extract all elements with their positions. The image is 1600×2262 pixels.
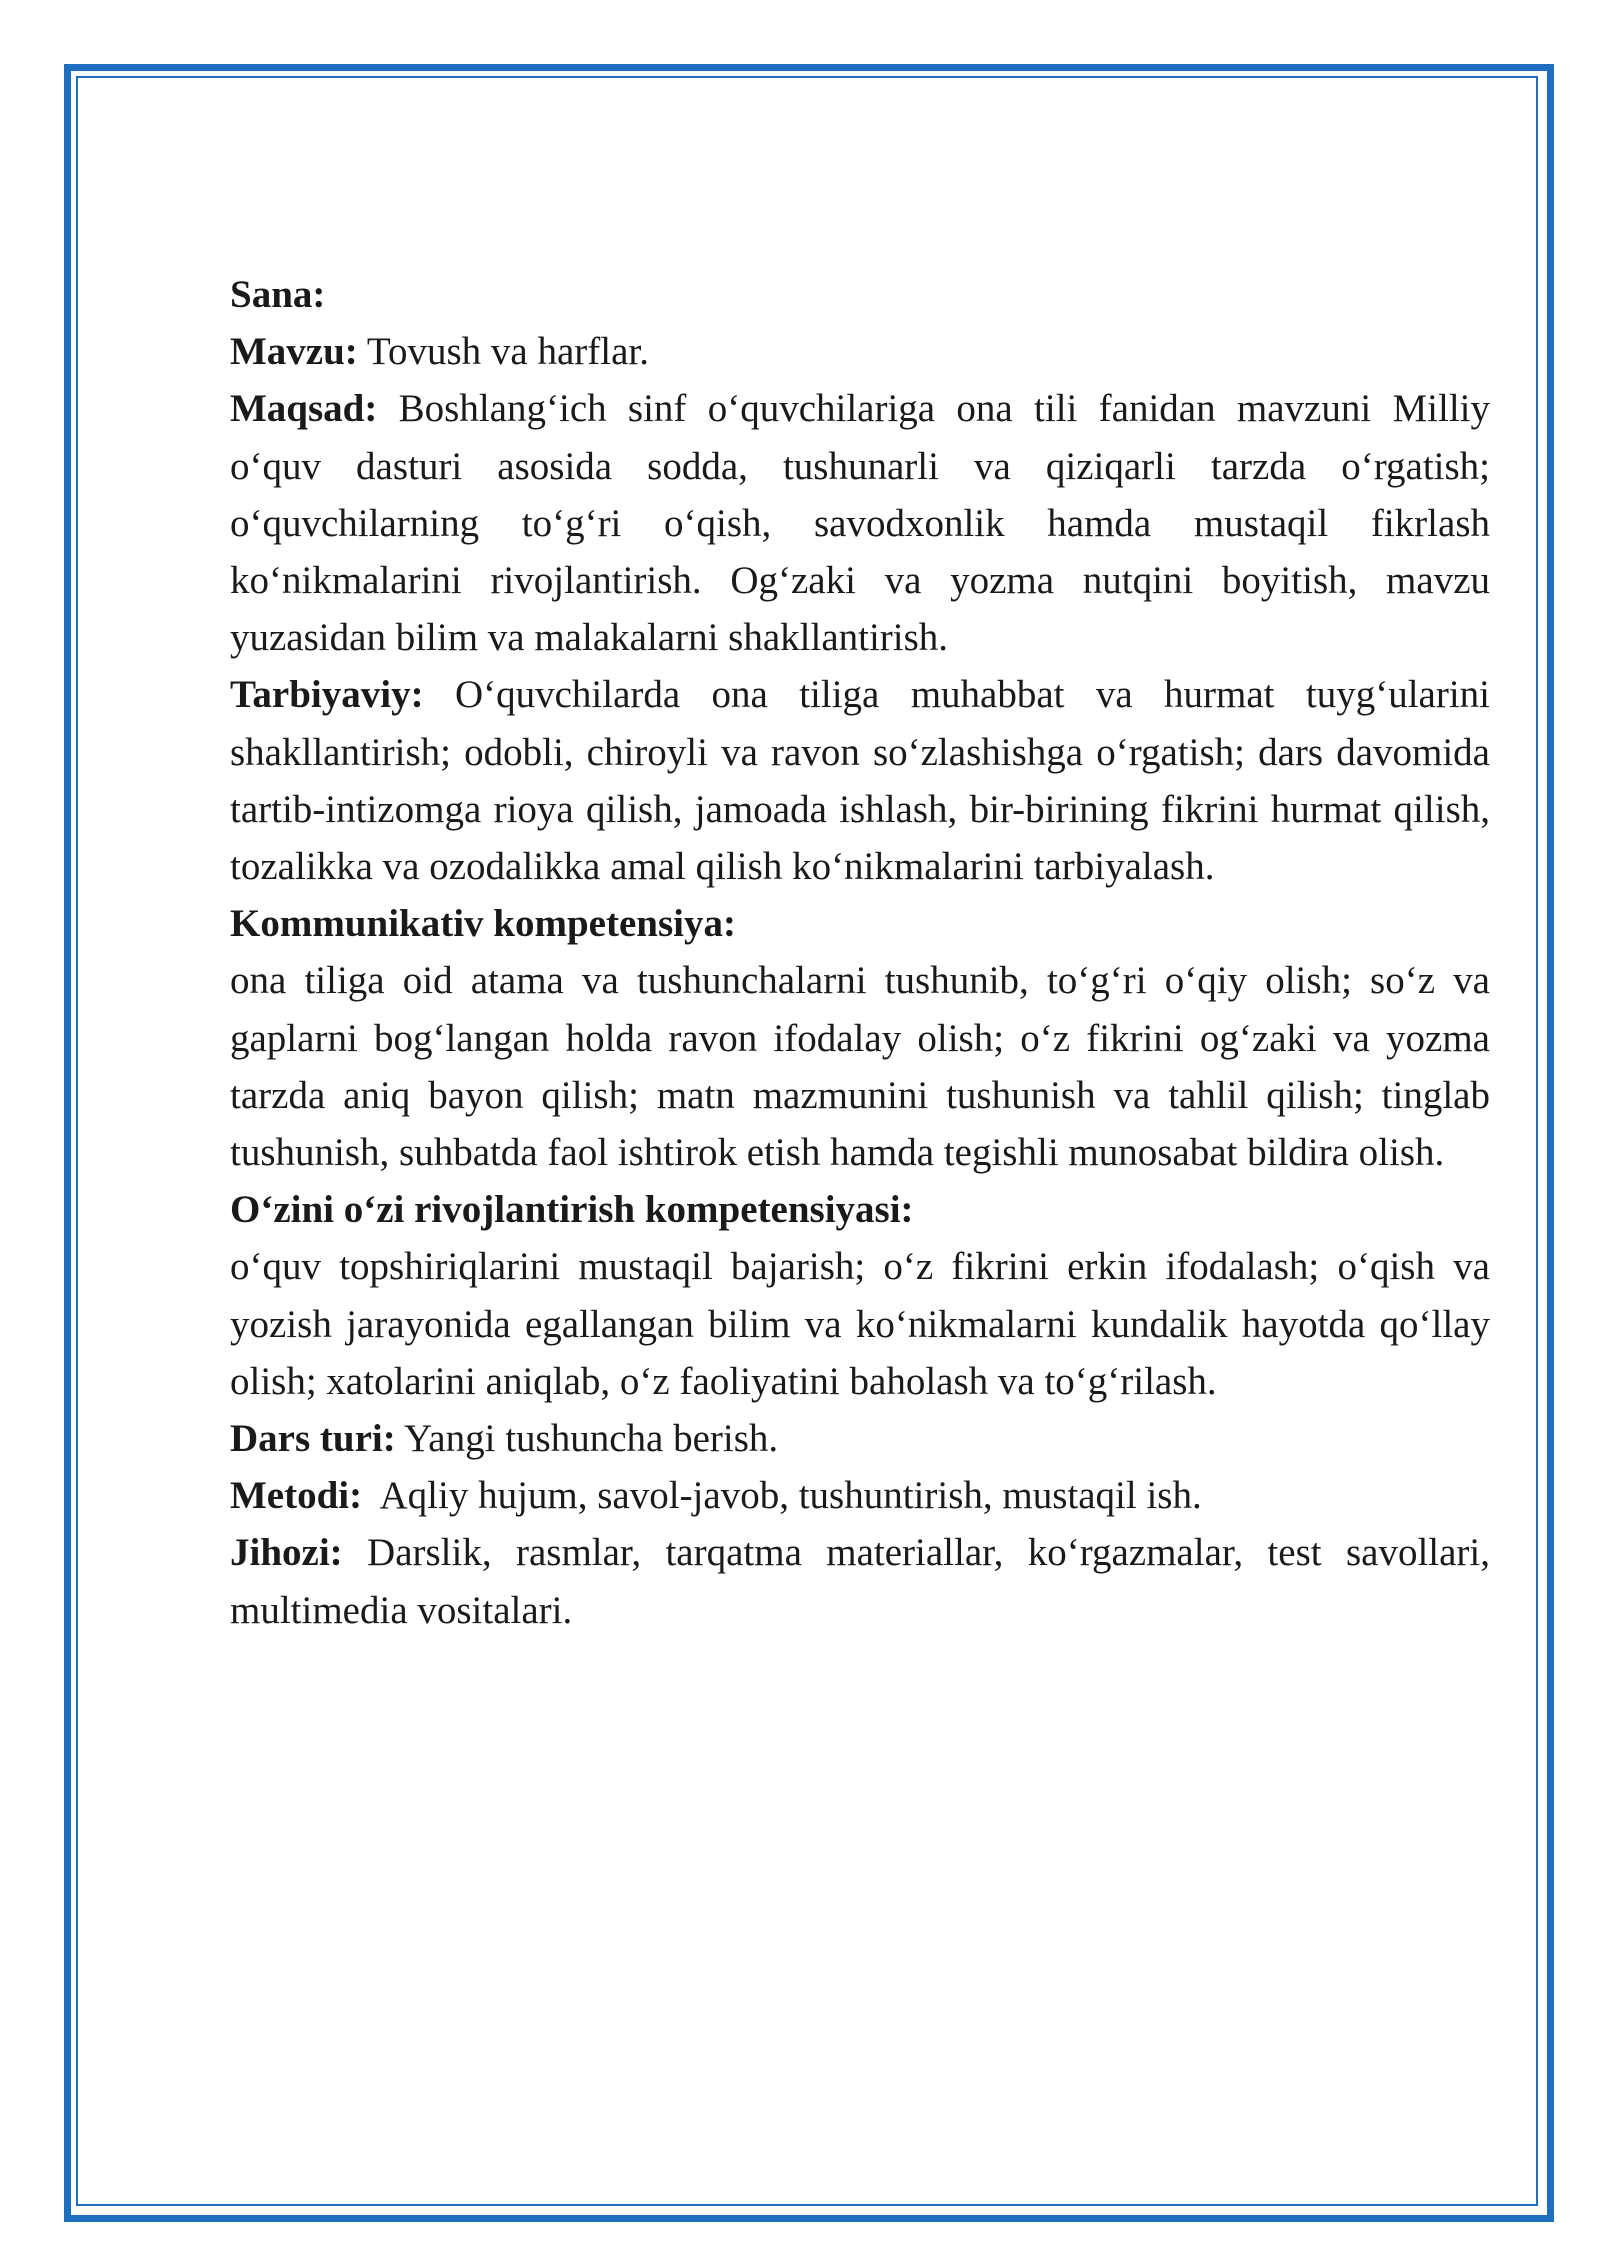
goal-text: Boshlang‘ich sinf o‘quvchilariga ona tili fanidan mavzuni Milliy o‘quv dasturi asosida sodda, tushunarli va qiziqarli tarzda o‘rgatish; o‘quvchilarning to‘g‘ri o‘qish, savodxonlik hamda mustaqil fikrlash ko‘nikmalarini rivojlantirish. Og‘zaki va yozma nutqini boyitish, mavzu yuzasidan bilim va malakalarni shakllantirish.	[230, 387, 1490, 660]
topic-text: Tovush va harflar.	[366, 330, 649, 374]
lesson-type-line	[230, 1410, 1490, 1467]
goal-label: Maqsad:	[230, 387, 378, 431]
goal-paragraph	[230, 380, 1490, 666]
equipment-text: Darslik, rasmlar, tarqatma materiallar, ko‘rgazmalar, test savollari, multimedia vositalari.	[230, 1531, 1490, 1632]
topic-label: Mavzu:	[230, 330, 358, 374]
self-development-paragraph	[230, 1238, 1490, 1410]
topic-line	[230, 323, 1490, 380]
method-text: Aqliy hujum, savol-javob, tushuntirish, mustaqil ish.	[379, 1474, 1202, 1518]
equipment-paragraph	[230, 1524, 1490, 1638]
date-label: Sana:	[230, 273, 326, 316]
self-development-text: o‘quv topshiriqlarini mustaqil bajarish; o‘z fikrini erkin ifodalash; o‘qish va yozish jarayonida egallangan bilim va ko‘nikmalarni kundalik hayotda qo‘llay olish; xatolarini aniqlab, o‘z faoliyatini baholash va to‘g‘rilash.	[230, 1245, 1490, 1403]
method-label: Metodi:	[230, 1474, 363, 1518]
communicative-heading	[230, 895, 1490, 952]
date-line	[230, 266, 1490, 323]
self-development-heading	[230, 1181, 1490, 1238]
lesson-type-label: Dars turi:	[230, 1417, 396, 1461]
educational-label: Tarbiyaviy:	[230, 673, 424, 717]
communicative-paragraph	[230, 952, 1490, 1181]
equipment-label: Jihozi:	[230, 1531, 343, 1575]
method-line	[230, 1467, 1490, 1524]
lesson-plan-body	[230, 266, 1490, 1639]
lesson-type-text: Yangi tushuncha berish.	[404, 1417, 779, 1461]
communicative-label: Kommunikativ kompetensiya:	[230, 902, 736, 946]
educational-text: O‘quvchilarda ona tiliga muhabbat va hurmat tuyg‘ularini shakllantirish; odobli, chiroyli va ravon so‘zlashishga o‘rgatish; dars davomida tartib-intizomga rioya qilish, jamoada ishlash, bir-birining fikrini hurmat qilish, tozalikka va ozodalikka amal qilish ko‘nikmalarini tarbiyalash.	[230, 673, 1490, 889]
self-development-label: O‘zini o‘zi rivojlantirish kompetensiyasi:	[230, 1188, 914, 1232]
educational-paragraph	[230, 666, 1490, 895]
communicative-text: ona tiliga oid atama va tushunchalarni tushunib, to‘g‘ri o‘qiy olish; so‘z va gaplarni bog‘langan holda ravon ifodalay olish; o‘z fikrini og‘zaki va yozma tarzda aniq bayon qilish; matn mazmunini tushunish va tahlil qilish; tinglab tushunish, suhbatda faol ishtirok etish hamda tegishli munosabat bildira olish.	[230, 959, 1490, 1175]
